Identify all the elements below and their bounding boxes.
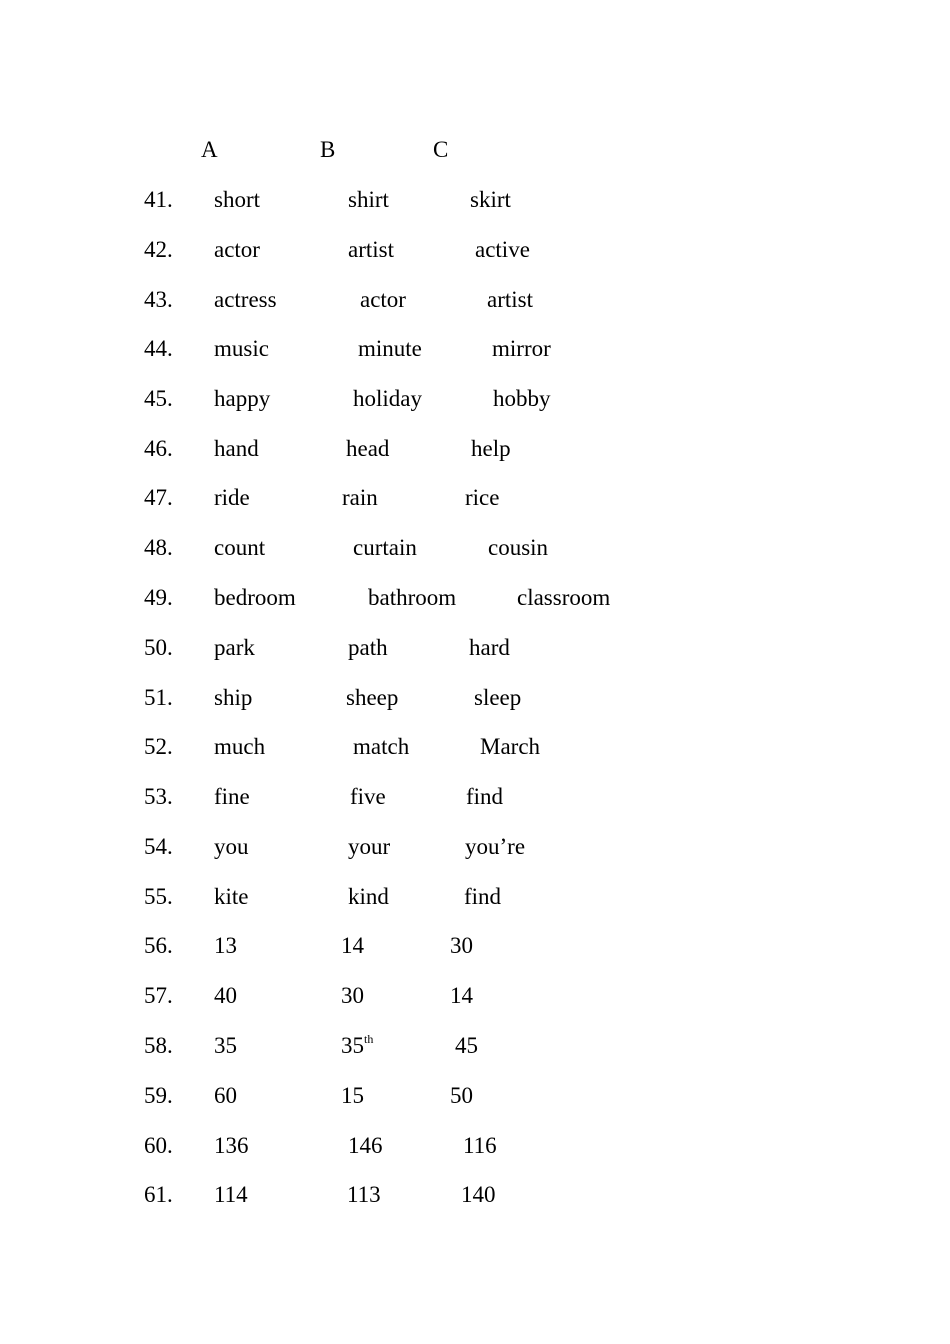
option-a: 35 <box>214 1033 237 1058</box>
option-c: mirror <box>492 336 551 361</box>
question-row-58 <box>0 1032 950 1060</box>
question-number: 55. <box>144 884 173 909</box>
option-c: skirt <box>470 187 511 212</box>
option-a: count <box>214 535 266 560</box>
option-c: find <box>466 784 504 809</box>
question-row-61 <box>0 1181 950 1209</box>
option-b-number: 35 <box>341 1033 364 1058</box>
option-a: 40 <box>214 983 237 1008</box>
question-row-45 <box>0 385 950 413</box>
column-header-c: C <box>433 137 449 162</box>
option-b <box>341 1032 373 1060</box>
question-number: 53. <box>144 784 173 809</box>
question-row-44 <box>0 335 950 363</box>
question-row-55 <box>0 883 950 911</box>
option-a: 136 <box>214 1133 249 1158</box>
question-number: 60. <box>144 1133 173 1158</box>
question-row-54 <box>0 833 950 861</box>
option-a: you <box>214 834 249 859</box>
option-a: actor <box>214 237 260 262</box>
question-number: 57. <box>144 983 173 1008</box>
question-number: 46. <box>144 436 173 461</box>
question-row-56 <box>0 932 950 960</box>
question-row-59 <box>0 1082 950 1110</box>
option-b: bathroom <box>368 585 457 610</box>
option-a: short <box>214 187 260 212</box>
column-header-b: B <box>320 137 336 162</box>
question-number: 58. <box>144 1033 173 1058</box>
option-a: kite <box>214 884 249 909</box>
option-c: 30 <box>450 933 473 958</box>
option-c: 14 <box>450 983 473 1008</box>
option-b: kind <box>348 884 389 909</box>
option-a: hand <box>214 436 259 461</box>
option-a: much <box>214 734 266 759</box>
option-b: 146 <box>348 1133 383 1158</box>
option-a: fine <box>214 784 250 809</box>
question-number: 59. <box>144 1083 173 1108</box>
option-c: 140 <box>461 1182 496 1207</box>
question-row-52 <box>0 733 950 761</box>
option-b: your <box>348 834 391 859</box>
option-c: hobby <box>493 386 551 411</box>
option-a: music <box>214 336 269 361</box>
option-c: March <box>480 734 541 759</box>
question-number: 48. <box>144 535 173 560</box>
question-row-42 <box>0 236 950 264</box>
question-number: 44. <box>144 336 173 361</box>
option-b: curtain <box>353 535 417 560</box>
option-b: rain <box>342 485 378 510</box>
question-row-46 <box>0 435 950 463</box>
question-number: 56. <box>144 933 173 958</box>
option-c: 50 <box>450 1083 473 1108</box>
option-c: cousin <box>488 535 549 560</box>
option-c: find <box>464 884 502 909</box>
option-b: sheep <box>346 685 399 710</box>
question-number: 61. <box>144 1182 173 1207</box>
question-row-51 <box>0 684 950 712</box>
option-a: 114 <box>214 1182 248 1207</box>
option-b: minute <box>358 336 422 361</box>
question-row-47 <box>0 484 950 512</box>
option-a: actress <box>214 287 277 312</box>
ordinal-suffix: th <box>364 1032 374 1046</box>
option-b: 14 <box>341 933 364 958</box>
option-a: 60 <box>214 1083 237 1108</box>
option-c: you’re <box>465 834 526 859</box>
column-header-a: A <box>201 137 218 162</box>
option-b: 30 <box>341 983 364 1008</box>
question-number: 45. <box>144 386 173 411</box>
option-a: park <box>214 635 255 660</box>
option-a: ship <box>214 685 253 710</box>
option-c: help <box>471 436 511 461</box>
question-row-60 <box>0 1132 950 1160</box>
question-number: 42. <box>144 237 173 262</box>
option-b: 15 <box>341 1083 364 1108</box>
option-b: artist <box>348 237 394 262</box>
option-c: sleep <box>474 685 522 710</box>
option-b: actor <box>360 287 406 312</box>
question-number: 51. <box>144 685 173 710</box>
option-b: holiday <box>353 386 422 411</box>
question-row-41 <box>0 186 950 214</box>
column-header-row <box>0 136 950 164</box>
question-number: 43. <box>144 287 173 312</box>
option-c: artist <box>487 287 533 312</box>
option-a: happy <box>214 386 271 411</box>
option-b: five <box>350 784 386 809</box>
option-a: ride <box>214 485 250 510</box>
question-number: 41. <box>144 187 173 212</box>
option-c: rice <box>465 485 500 510</box>
question-row-50 <box>0 634 950 662</box>
option-c: 116 <box>463 1133 497 1158</box>
question-row-48 <box>0 534 950 562</box>
question-number: 54. <box>144 834 173 859</box>
question-row-43 <box>0 286 950 314</box>
question-number: 52. <box>144 734 173 759</box>
option-a: 13 <box>214 933 237 958</box>
option-c: classroom <box>517 585 611 610</box>
option-c: active <box>475 237 530 262</box>
question-number: 47. <box>144 485 173 510</box>
question-row-53 <box>0 783 950 811</box>
option-b: shirt <box>348 187 389 212</box>
option-a: bedroom <box>214 585 296 610</box>
option-c: 45 <box>455 1033 478 1058</box>
option-b: match <box>353 734 410 759</box>
option-b: 113 <box>347 1182 381 1207</box>
question-row-57 <box>0 982 950 1010</box>
option-b: path <box>348 635 388 660</box>
option-b: head <box>346 436 390 461</box>
question-number: 50. <box>144 635 173 660</box>
question-row-49 <box>0 584 950 612</box>
question-number: 49. <box>144 585 173 610</box>
option-c: hard <box>469 635 510 660</box>
